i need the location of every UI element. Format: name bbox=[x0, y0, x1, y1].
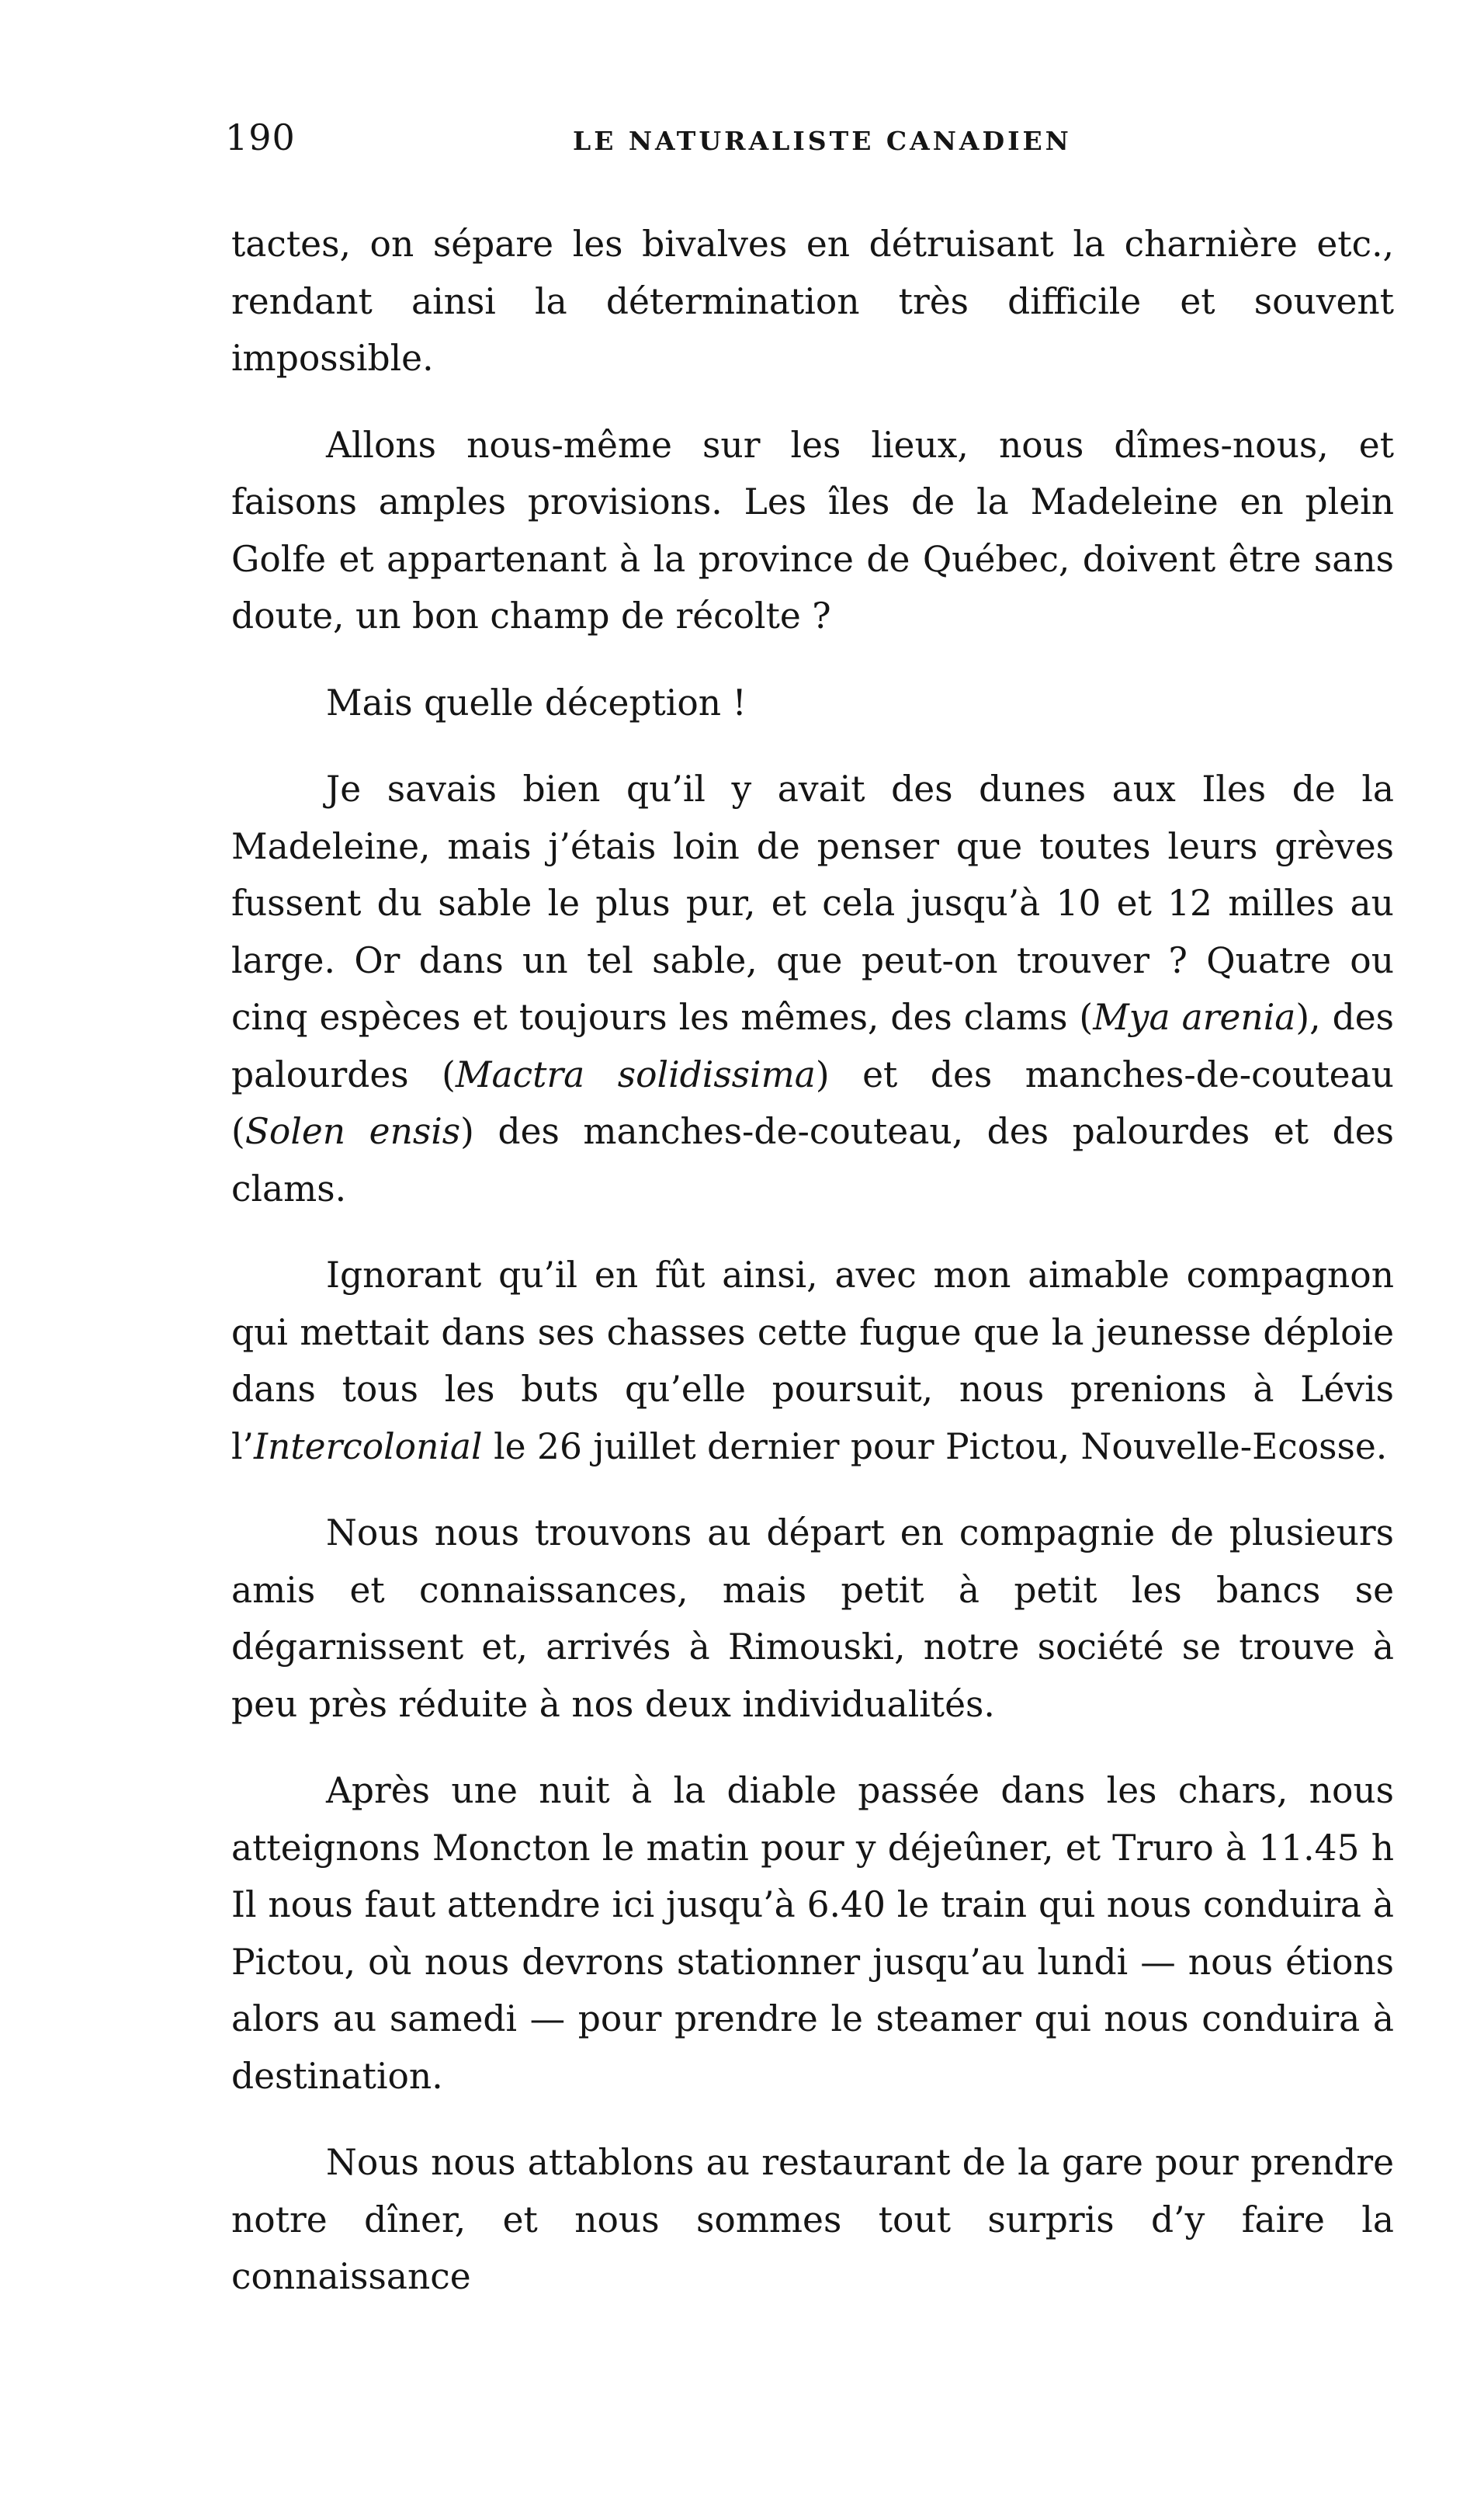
italic-term: Mya arenia bbox=[1093, 997, 1296, 1038]
text-run: Allons nous-même sur les lieux, nous dîmes-nous, et faisons amples provisions. Les îles de la Madeleine en plein Golfe et appartenant à la province de Québec, doivent être sans doute, un bon champ de récolte ? bbox=[231, 424, 1394, 637]
paragraph bbox=[231, 761, 1394, 1217]
text-run: ) et des manches-de-couteau ( bbox=[231, 1053, 1394, 1152]
text-run: ), des palourdes ( bbox=[231, 997, 1394, 1095]
page-number: 190 bbox=[225, 116, 296, 158]
paragraph bbox=[231, 2134, 1394, 2306]
paragraph bbox=[231, 1505, 1394, 1733]
text-run: Nous nous attablons au restaurant de la gare pour prendre notre dîner, et nous sommes tout surpris d’y faire la connaissance bbox=[231, 2142, 1394, 2297]
text-run: ) des manches-de-couteau, des palourdes et des clams. bbox=[231, 1111, 1394, 1210]
text-run: Ignorant qu’il en fût ainsi, avec mon aimable compagnon qui mettait dans ses chasses cette fugue que la jeunesse déploie dans tous les buts qu’elle poursuit, nous prenions à Lévis l’ bbox=[231, 1255, 1394, 1467]
paragraph bbox=[231, 1247, 1394, 1475]
text-run: tactes, on sépare les bivalves en détruisant la charnière etc., rendant ainsi la détermination très difficile et souvent impossible. bbox=[231, 224, 1394, 379]
body-text bbox=[231, 216, 1394, 2335]
text-run: Je savais bien qu’il y avait des dunes aux Iles de la Madeleine, mais j’étais loin de penser que toutes leurs grèves fussent du sable le plus pur, et cela jusqu’à 10 et 12 milles au large. Or dans un tel sable, que peut-on trouver ? Quatre ou cinq espèces et toujours les mêmes, des clams ( bbox=[231, 769, 1394, 1038]
paragraph bbox=[231, 675, 1394, 732]
text-run: Mais quelle déception ! bbox=[326, 682, 747, 724]
paragraph bbox=[231, 1762, 1394, 2105]
italic-term: Solen ensis bbox=[244, 1111, 461, 1152]
italic-term: Mactra solidissima bbox=[455, 1053, 816, 1095]
text-run: le 26 juillet dernier pour Pictou, Nouvelle-Ecosse. bbox=[482, 1425, 1388, 1467]
text-run: Après une nuit à la diable passée dans les chars, nous atteignons Moncton le matin pour y déjeûner, et Truro à 11.45 h Il nous faut attendre ici jusqu’à 6.40 le train qui nous conduira à Pictou, où nous devrons stationner jusqu’au lundi — nous étions alors au samedi — pour prendre le steamer qui nous conduira à destination. bbox=[231, 1770, 1394, 2097]
text-run: Nous nous trouvons au départ en compagnie de plusieurs amis et connaissances, mais petit à petit les bancs se dégarnissent et, arrivés à Rimouski, notre société se trouve à peu près réduite à nos deux individualités. bbox=[231, 1512, 1394, 1725]
paragraph bbox=[231, 216, 1394, 387]
running-head: LE NATURALISTE CANADIEN bbox=[573, 126, 1072, 156]
page-header bbox=[225, 116, 1087, 163]
italic-term: Intercolonial bbox=[254, 1425, 483, 1467]
paragraph bbox=[231, 417, 1394, 645]
